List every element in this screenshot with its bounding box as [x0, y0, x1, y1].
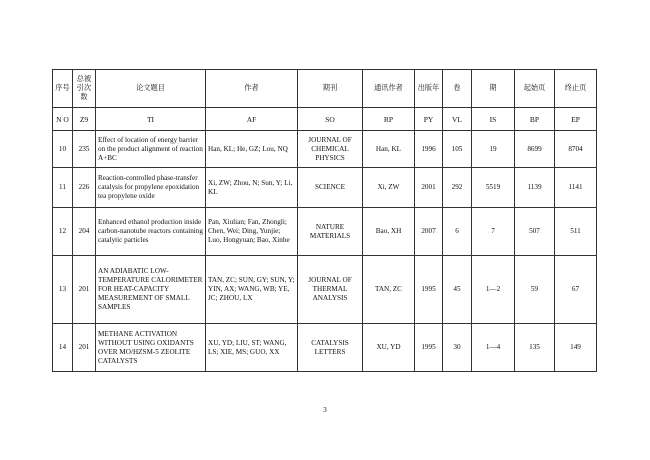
- title-cell: Effect of location of energy barrier on the product alignment of reaction A+BC: [96, 131, 206, 168]
- bp-cell: 507: [515, 208, 555, 256]
- header-row-cn: [53, 70, 597, 108]
- header-cell: 期: [472, 70, 515, 108]
- volume-cell: 105: [443, 131, 472, 168]
- code-cell: VL: [443, 108, 472, 131]
- ep-cell: 149: [555, 324, 597, 372]
- header-cell: 通讯作者: [363, 70, 415, 108]
- header-cell: 起始页: [515, 70, 555, 108]
- rp-cell: Xi, ZW: [363, 168, 415, 208]
- year-cell: 1995: [415, 256, 443, 324]
- header-row-code: [53, 108, 597, 131]
- code-cell: N O: [53, 108, 73, 131]
- header-cell: 出版年: [415, 70, 443, 108]
- bp-cell: 1139: [515, 168, 555, 208]
- code-cell: TI: [96, 108, 206, 131]
- ep-cell: 511: [555, 208, 597, 256]
- year-cell: 1996: [415, 131, 443, 168]
- bp-cell: 135: [515, 324, 555, 372]
- year-cell: 2001: [415, 168, 443, 208]
- code-cell: BP: [515, 108, 555, 131]
- volume-cell: 45: [443, 256, 472, 324]
- bp-cell: 8699: [515, 131, 555, 168]
- header-cell: 序号: [53, 70, 73, 108]
- rp-cell: Han, KL: [363, 131, 415, 168]
- no-cell: 14: [53, 324, 73, 372]
- code-cell: IS: [472, 108, 515, 131]
- author-cell: Pan, Xiulian; Fan, Zhongli; Chen, Wei; Ding, Yunjie; Luo, Hongyuan; Bao, Xinhe: [206, 208, 298, 256]
- header-cell: 总被引次数: [73, 70, 96, 108]
- code-cell: EP: [555, 108, 597, 131]
- papers-table: [52, 69, 597, 372]
- table-row: [53, 256, 597, 324]
- year-cell: 1995: [415, 324, 443, 372]
- table-row: [53, 131, 597, 168]
- rp-cell: XU, YD: [363, 324, 415, 372]
- z9-cell: 201: [73, 256, 96, 324]
- journal-cell: NATURE MATERIALS: [298, 208, 363, 256]
- no-cell: 13: [53, 256, 73, 324]
- header-cell: 卷: [443, 70, 472, 108]
- bp-cell: 59: [515, 256, 555, 324]
- code-cell: Z9: [73, 108, 96, 131]
- year-cell: 2007: [415, 208, 443, 256]
- title-cell: Reaction-controlled phase-transfer catalysis for propylene epoxidation tea propylene oxide: [96, 168, 206, 208]
- ep-cell: 1141: [555, 168, 597, 208]
- no-cell: 10: [53, 131, 73, 168]
- table-row: [53, 324, 597, 372]
- z9-cell: 201: [73, 324, 96, 372]
- journal-cell: SCIENCE: [298, 168, 363, 208]
- header-cell: 期刊: [298, 70, 363, 108]
- code-cell: RP: [363, 108, 415, 131]
- journal-cell: JOURNAL OF CHEMICAL PHYSICS: [298, 131, 363, 168]
- ep-cell: 67: [555, 256, 597, 324]
- issue-cell: 1—4: [472, 324, 515, 372]
- author-cell: TAN, ZC; SUN, GY; SUN, Y; YIN, AX; WANG, WB; YE, JC; ZHOU, LX: [206, 256, 298, 324]
- issue-cell: 7: [472, 208, 515, 256]
- issue-cell: 1—2: [472, 256, 515, 324]
- title-cell: METHANE ACTIVATION WITHOUT USING OXIDANTS OVER MO/HZSM-5 ZEOLITE CATALYSTS: [96, 324, 206, 372]
- journal-cell: JOURNAL OF THERMAL ANALYSIS: [298, 256, 363, 324]
- volume-cell: 6: [443, 208, 472, 256]
- author-cell: XU, YD; LIU, ST; WANG, LS; XIE, MS; GUO, XX: [206, 324, 298, 372]
- page-number: 3: [323, 406, 327, 414]
- issue-cell: 5519: [472, 168, 515, 208]
- journal-cell: CATALYSIS LETTERS: [298, 324, 363, 372]
- rp-cell: TAN, ZC: [363, 256, 415, 324]
- no-cell: 11: [53, 168, 73, 208]
- no-cell: 12: [53, 208, 73, 256]
- z9-cell: 226: [73, 168, 96, 208]
- code-cell: AF: [206, 108, 298, 131]
- table-row: [53, 208, 597, 256]
- header-cell: 终止页: [555, 70, 597, 108]
- author-cell: Han, KL; He, GZ; Lou, NQ: [206, 131, 298, 168]
- title-cell: Enhanced ethanol production inside carbon-nanotube reactors containing catalytic particles: [96, 208, 206, 256]
- issue-cell: 19: [472, 131, 515, 168]
- title-cell: AN ADIABATIC LOW-TEMPERATURE CALORIMETER FOR HEAT-CAPACITY MEASUREMENT OF SMALL SAMPLES: [96, 256, 206, 324]
- z9-cell: 235: [73, 131, 96, 168]
- code-cell: PY: [415, 108, 443, 131]
- table-row: [53, 168, 597, 208]
- volume-cell: 30: [443, 324, 472, 372]
- volume-cell: 292: [443, 168, 472, 208]
- ep-cell: 8704: [555, 131, 597, 168]
- z9-cell: 204: [73, 208, 96, 256]
- header-cell: 作者: [206, 70, 298, 108]
- author-cell: Xi, ZW; Zhou, N; Sun, Y; Li, KL: [206, 168, 298, 208]
- code-cell: SO: [298, 108, 363, 131]
- rp-cell: Bao, XH: [363, 208, 415, 256]
- header-cell: 论文题目: [96, 70, 206, 108]
